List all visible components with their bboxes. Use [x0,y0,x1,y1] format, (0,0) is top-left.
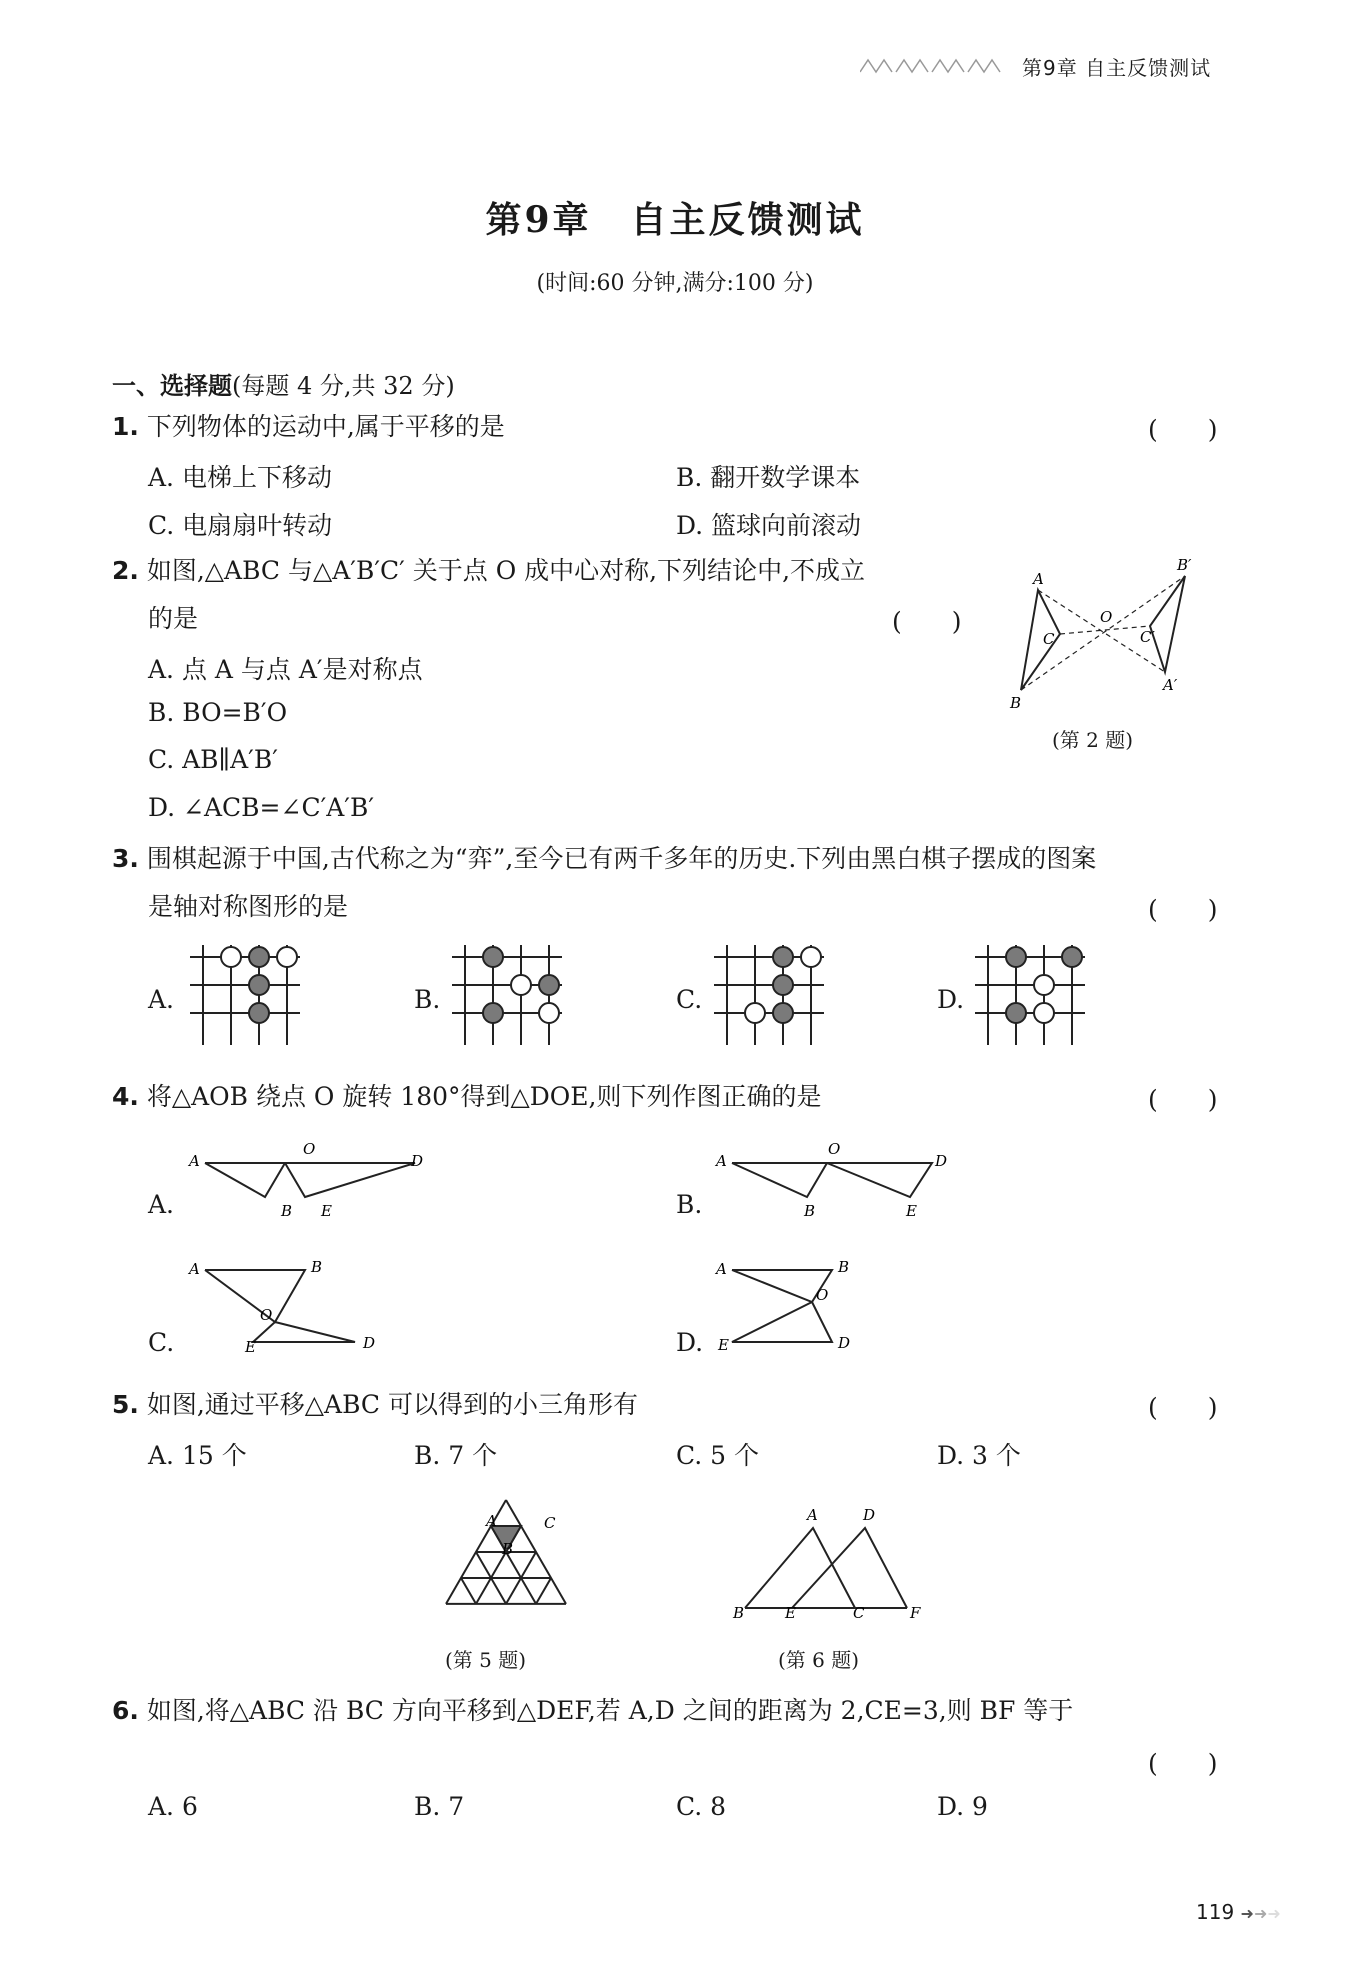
question-stem: 将△AOB 绕点 O 旋转 180°得到△DOE,则下列作图正确的是 [146,1082,822,1111]
header-mountain-decoration [860,54,1010,76]
answer-blank: ( ) [892,607,962,636]
label-b-prime: B′ [1177,556,1192,574]
option-c: C. AB∥A′B′ [148,745,278,774]
option-a: A. 15 个 [148,1441,247,1470]
question-stem: 如图,△ABC 与△A′B′C′ 关于点 O 成中心对称,下列结论中,不成立 [146,556,866,585]
option-a: A. 点 A 与点 A′是对称点 [148,655,423,684]
label-c: C [1043,630,1055,648]
option-d-letter: D. [676,1328,704,1357]
answer-blank: ( ) [1148,1393,1218,1422]
question-number: 5. [112,1390,139,1419]
arrow-right-icon: ➜ [1267,1904,1281,1923]
label-c-prime: C′ [1140,628,1155,646]
question-stem: 下列物体的运动中,属于平移的是 [146,412,505,441]
label-b: B [733,1604,745,1620]
question-4 [112,1080,821,1114]
option-a-letter: A. [148,985,175,1014]
label-d: D [935,1152,948,1170]
option-b-letter: B. [676,1190,703,1219]
option-b: B. BO=B′O [148,698,288,727]
white-stone [511,975,531,995]
question-5 [112,1388,638,1422]
question-stem-continued: 是轴对称图形的是 [148,892,349,921]
label-e: E [245,1338,256,1356]
label-o: O [1100,608,1113,626]
option-b: B. 7 [414,1792,465,1821]
question-stem: 如图,将△ABC 沿 BC 方向平移到△DEF,若 A,D 之间的距离为 2,CE=3,则 BF 等于 [146,1696,1074,1725]
page-number-value: 119 [1196,1900,1235,1924]
figure-q4-a [185,1140,435,1220]
black-stone [773,947,793,967]
question-number: 4. [112,1082,139,1111]
section-label: 一、选择题 [112,372,232,400]
answer-blank: ( ) [1148,415,1218,444]
question-number: 1. [112,412,139,441]
label-b: B [502,1540,514,1558]
label-b: B [804,1202,816,1220]
go-pattern-d [975,945,1085,1055]
exam-info: (时间:60 分钟,满分:100 分) [536,271,814,296]
option-c: C. 8 [676,1792,727,1821]
grid-line [536,1578,551,1604]
white-stone [539,1003,559,1023]
option-c: C. 电扇扇叶转动 [148,511,333,540]
option-c-letter: C. [676,985,703,1014]
figure-caption: (第 2 题) [1052,728,1134,752]
question-3 [112,842,1096,876]
go-pattern-b [452,945,562,1055]
black-stone [249,947,269,967]
black-stone [773,975,793,995]
figure-caption: (第 6 题) [778,1648,860,1672]
figure-q2-central-symmetry [1005,552,1205,712]
label-o: O [303,1140,316,1158]
question-stem: 如图,通过平移△ABC 可以得到的小三角形有 [146,1390,638,1419]
black-stone [483,1003,503,1023]
answer-blank: ( ) [1148,1085,1218,1114]
label-a: A [189,1260,200,1278]
question-number: 2. [112,556,139,585]
grid-line [461,1578,476,1604]
black-stone [1062,947,1082,967]
black-stone [249,1003,269,1023]
black-stone [249,975,269,995]
black-stone [483,947,503,967]
option-a: A. 6 [148,1792,198,1821]
white-stone [277,947,297,967]
figure-q4-b [712,1140,962,1220]
question-number: 6. [112,1696,139,1725]
figure-q4-d [712,1252,912,1357]
figure-caption: (第 5 题) [445,1648,527,1672]
answer-blank: ( ) [1148,895,1218,924]
figure-q6-translation [725,1500,935,1620]
option-d-letter: D. [937,985,965,1014]
label-c: C [853,1604,865,1620]
label-a: A [716,1260,727,1278]
option-b-letter: B. [414,985,441,1014]
label-b: B [281,1202,293,1220]
white-stone [221,947,241,967]
black-stone [773,1003,793,1023]
white-stone [745,1003,765,1023]
option-a-letter: A. [148,1190,175,1219]
label-d: D [863,1506,876,1524]
label-b: B [311,1258,323,1276]
figure-q4-c [185,1252,385,1357]
arrow-right-icon: ➜ [1240,1904,1254,1923]
label-f: F [910,1604,921,1620]
answer-blank: ( ) [1148,1749,1218,1778]
section-heading [112,366,455,401]
label-b: B [838,1258,850,1276]
white-stone [1034,1003,1054,1023]
question-stem: 围棋起源于中国,古代称之为“弈”,至今已有两千多年的历史.下列由黑白棋子摆成的图案 [146,844,1097,873]
option-d: D. 9 [937,1792,988,1821]
option-d: D. 篮球向前滚动 [676,511,862,540]
question-number: 3. [112,844,139,873]
black-stone [1006,947,1026,967]
question-1 [112,410,505,444]
question-2 [112,554,865,588]
label-a: A [486,1512,497,1530]
label-a: A [716,1152,727,1170]
label-o: O [816,1286,829,1304]
label-a: A [1033,570,1044,588]
label-o: O [260,1306,273,1324]
label-o: O [828,1140,841,1158]
label-d: D [363,1334,376,1352]
label-e: E [718,1336,729,1354]
option-d: D. 3 个 [937,1441,1021,1470]
label-d: D [411,1152,424,1170]
black-stone [1006,1003,1026,1023]
section-note: (每题 4 分,共 32 分) [232,372,455,400]
label-d: D [838,1334,851,1352]
label-c: C [544,1514,556,1532]
white-stone [801,947,821,967]
label-e: E [321,1202,332,1220]
label-e: E [785,1604,796,1620]
option-c: C. 5 个 [676,1441,759,1470]
label-a: A [189,1152,200,1170]
page-title: 第9章 自主反馈测试 [485,199,865,241]
option-d: D. ∠ACB=∠C′A′B′ [148,793,375,822]
go-pattern-c [714,945,824,1055]
black-stone [539,975,559,995]
option-b: B. 翻开数学课本 [676,463,861,492]
question-6 [112,1694,1073,1728]
question-stem-continued: 的是 [148,604,199,633]
page-number [1196,1900,1281,1924]
label-e: E [906,1202,917,1220]
option-c-letter: C. [148,1328,175,1357]
running-header: 第9章 自主反馈测试 [1022,56,1212,80]
label-a: A [807,1506,818,1524]
option-b: B. 7 个 [414,1441,498,1470]
label-b: B [1010,694,1022,712]
arrow-right-icon: ➜ [1253,1904,1268,1923]
white-stone [1034,975,1054,995]
option-a: A. 电梯上下移动 [148,463,332,492]
label-a-prime: A′ [1163,676,1178,694]
go-pattern-a [190,945,300,1055]
figure-q5-triangle-grid [400,1490,590,1620]
